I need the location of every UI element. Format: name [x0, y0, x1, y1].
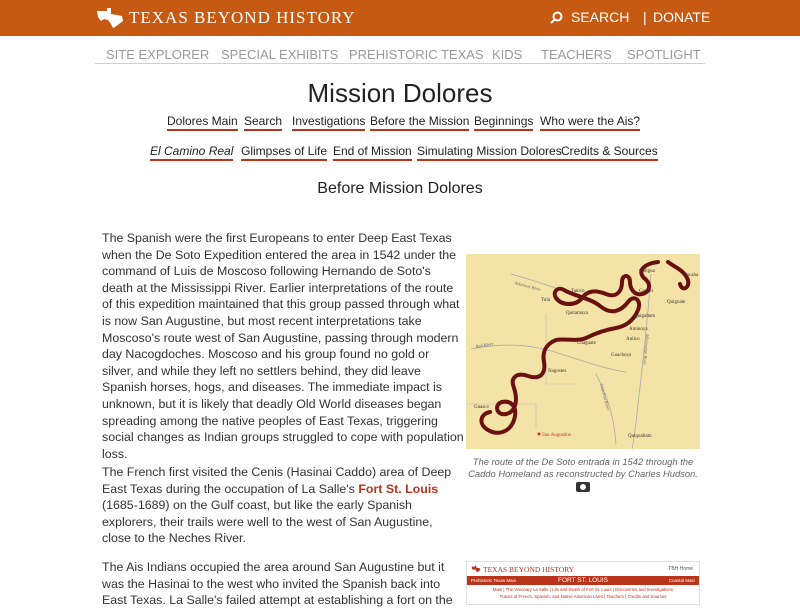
search-label: SEARCH [571, 9, 630, 25]
paragraph-french-end: (1685-1689) on the Gulf coast, but like the early Spanish explorers, their trails were well to the west of San Augustine, close to the Neches River. [102, 498, 433, 546]
subnav-simulating-mission-dolores[interactable]: Simulating Mission Dolores [417, 144, 562, 161]
paragraph-french [102, 464, 464, 547]
map-label-pacaha: Pacaha [684, 273, 699, 278]
thumbnail-title-bar [467, 576, 699, 585]
map-label-arkansas-river: Arkansas River [513, 280, 542, 293]
search-icon [550, 11, 563, 24]
nav-kids[interactable]: KIDS [492, 47, 523, 62]
search-button[interactable] [550, 9, 629, 25]
main-nav [95, 46, 705, 64]
thumbnail-bar-title: FORT ST. LOUIS [558, 577, 608, 584]
nav-prehistoric-texas[interactable]: PREHISTORIC TEXAS [349, 47, 484, 62]
nav-special-exhibits[interactable]: SPECIAL EXHIBITS [221, 47, 339, 62]
subnav-dolores-main[interactable]: Dolores Main [167, 114, 238, 131]
section-title: Before Mission Dolores [317, 180, 483, 197]
top-bar [0, 0, 800, 36]
map-label-tula: Tula [541, 298, 550, 303]
thumbnail-logo: TEXAS BEYOND HISTORY [483, 564, 575, 574]
nav-teachers[interactable]: TEACHERS [541, 47, 612, 62]
nav-site-explorer[interactable]: SITE EXPLORER [106, 47, 210, 62]
site-logo[interactable] [95, 7, 356, 29]
map-label-san-augustine: San Augustine [542, 433, 572, 438]
map-label-mississippi-river: Mississippi River [642, 333, 650, 366]
de-soto-route-map[interactable] [466, 254, 700, 449]
camera-icon[interactable] [576, 482, 590, 492]
map-label-guachoya: Guachoya [611, 353, 632, 358]
thumbnail-links-2: Traces of French, Spanish, and Native American Lives | Teachers | Credits and Sources [499, 594, 667, 599]
map-label-red-river: Red River [475, 340, 494, 349]
map-label-quigatam: Quigaltam [634, 314, 656, 319]
donate-link[interactable]: DONATE [653, 9, 711, 25]
paragraph-french-start: The French first visited the Cenis (Hasinai Caddo) area of Deep East Texas during the occupation of La Salle's [102, 465, 452, 496]
map-caption-text: The route of the De Soto entrada in 1542 through the Caddo Homeland as reconstructed by Charles Hudson. [468, 456, 698, 479]
subnav-who-were-the-ais[interactable]: Who were the Ais? [540, 114, 640, 131]
subnav-end-of-mission[interactable]: End of Mission [333, 144, 412, 161]
thumbnail-links-1: Main | The Visionary La Salle | Life and Death of Fort St. Louis | Discoveries and Investigations [492, 587, 674, 592]
texas-state-icon [471, 565, 481, 573]
map-label-guasco: Guasco [474, 405, 489, 410]
thumbnail-bar-left: Prehistoric Texas Main [471, 578, 517, 583]
texas-state-icon [95, 7, 125, 29]
map-label-quiguate: Quiguate [667, 300, 686, 305]
map-label-ouachita-river: Ouachita River [599, 382, 612, 411]
thumbnail-bar-right: Coastal Main [668, 578, 695, 583]
subnav-credits-sources[interactable]: Credits & Sources [561, 144, 658, 161]
header-separator: | [643, 9, 647, 25]
thumbnail-home: TBH Home [668, 566, 693, 572]
map-label-nagostes: Nagostes [548, 369, 567, 374]
paragraph-spanish: The Spanish were the first Europeans to enter Deep East Texas when the De Soto Expedition entered the area in 1542 under the command of Luis de Moscoso following Hernando de Soto's death at the Mississippi River. Earlier interpretations of the route of this expedition maintained that this group passed through what is now San Augustine, but most recent interpretations take Moscoso's route west of San Augustine, passing through modern day Nacogdoches. Moscoso and his group found no gold or silver, and while they left no settlers behind, they did leave Spanish horses, hogs, and diseases. The immediate impact is unknown, but it is likely that deadly Old World diseases began spreading among the native peoples of East Texas, triggering social changes as Indian groups struggled to cope with population loss. [102, 231, 464, 461]
thumbnail-links [467, 585, 699, 600]
map-label-chaguate: Chaguate [577, 341, 596, 346]
subnav-glimpses-of-life[interactable]: Glimpses of Life [241, 144, 327, 161]
nav-spotlight[interactable]: SPOTLIGHT [627, 47, 701, 62]
page-title: Mission Dolores [307, 78, 493, 108]
fort-st-louis-thumbnail[interactable] [466, 561, 700, 605]
map-label-casqui: Casqui [639, 289, 653, 294]
map-graphic [466, 254, 700, 449]
site-name: TEXAS BEYOND HISTORY [129, 8, 356, 27]
map-caption [466, 456, 700, 492]
subnav-investigations[interactable]: Investigations [292, 114, 365, 131]
paragraph-ais: The Ais Indians occupied the area around San Augustine but it was the Hasinai to the west who invited the Spanish back into East Texas. La Salle's failed attempt at establishing a fort on the [102, 560, 453, 608]
map-label-aminoya: Aminoya [629, 327, 648, 332]
subnav-before-the-mission[interactable]: Before the Mission [370, 114, 469, 131]
subnav-el-camino-real[interactable]: El Camino Real [150, 144, 233, 161]
map-label-quitamaya: Quitamaya [566, 311, 588, 316]
map-label-quiqualtam: Quiqualtam [628, 434, 652, 439]
map-label-coligua: Coligua [639, 269, 655, 274]
subnav-search[interactable]: Search [244, 114, 282, 131]
subnav-beginnings[interactable]: Beginnings [474, 114, 533, 131]
map-label-anilco: Anilco [626, 337, 640, 342]
fort-st-louis-link[interactable]: Fort St. Louis [358, 481, 439, 496]
map-label-tanico: Tanico [571, 289, 585, 294]
thumbnail-header [467, 562, 699, 576]
